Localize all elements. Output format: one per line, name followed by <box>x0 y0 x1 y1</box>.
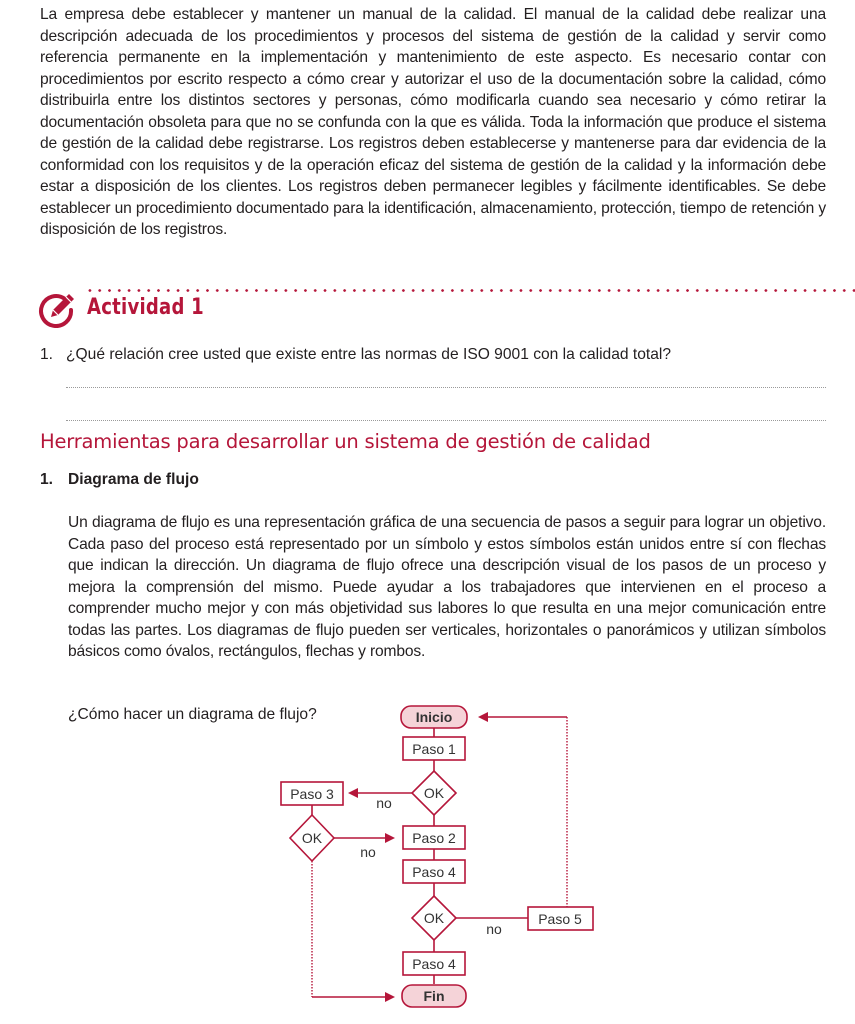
flow-no-label-2: no <box>360 844 376 860</box>
how-to-label: ¿Cómo hacer un diagrama de flujo? <box>68 706 317 723</box>
svg-text:Paso 1: Paso 1 <box>412 741 456 757</box>
flow-step-2 <box>403 826 465 849</box>
flow-decision-1 <box>412 771 456 815</box>
flow-no-label-3: no <box>486 921 502 937</box>
section-title: Herramientas para desarrollar un sistema de gestión de calidad <box>40 430 651 453</box>
svg-text:Paso 4: Paso 4 <box>412 864 456 880</box>
activity-title: Actividad 1 <box>87 295 204 320</box>
subsection-heading: Diagrama de flujo <box>68 471 199 488</box>
flow-step-4a <box>403 860 465 883</box>
subsection-number: 1. <box>40 471 54 488</box>
svg-text:Paso 4: Paso 4 <box>412 956 456 972</box>
svg-text:Paso 3: Paso 3 <box>290 786 334 802</box>
svg-text:Paso 2: Paso 2 <box>412 830 456 846</box>
flow-end-terminal <box>402 985 466 1007</box>
svg-text:Fin: Fin <box>423 988 445 1004</box>
question-text: ¿Qué relación cree usted que existe entre las normas de ISO 9001 con la calidad total? <box>66 346 672 363</box>
svg-text:Paso 5: Paso 5 <box>538 911 582 927</box>
flowchart-paragraph: Un diagrama de flujo es una representación gráfica de una secuencia de pasos a seguir para lograr un objetivo. Cada paso del proceso está representado por un símbolo y estos símbolos están unidos entre sí con flechas que indican la dirección. Un diagrama de flujo ofrece una descripción visual de los pasos de un proceso y mejora la comprensión del mismo. Puede ayudar a los trabajadores que intervienen en el proceso a comprender mucho mejor y con más objetividad sus labores lo que resulta en una mejor comunicación entre todas las partes. Los diagramas de flujo pueden ser verticales, horizontales o panorámicos y utilizan símbolos básicos como óvalos, rectángulos, flechas y rombos. <box>68 514 826 660</box>
flow-decision-2 <box>290 815 334 861</box>
svg-text:OK: OK <box>423 785 445 801</box>
flow-step-4b <box>403 952 465 975</box>
intro-paragraph: La empresa debe establecer y mantener un manual de la calidad. El manual de la calidad debe realizar una descripción adecuada de los procedimientos y procesos del sistema de gestión de la calidad y servir como referencia permanente en la implementación y mantenimiento de este aspecto. Es necesario contar con procedimientos por escrito respecto a cómo crear y autorizar el uso de la documentación sobre la calidad, cómo distribuirla entre los distintos sectores y personas, cómo modificarla cuando sea necesario y cómo retirar la documentación obsoleta para que no se confunda con la que es válida. Toda la información que produce el sistema de gestión de la calidad debe registrarse. Los registros deben establecerse y mantenerse para dar evidencia de la conformidad con los requisitos y de la operación eficaz del sistema de gestión de la calidad y la información debe estar a disposición de los clientes. Los registros deben permanecer legibles y fácilmente identificables. Se debe establecer un procedimiento documentado para la identificación, almacenamiento, protección, tiempo de retención y disposición de los registros. <box>40 6 826 238</box>
svg-text:OK: OK <box>423 910 445 926</box>
question-number: 1. <box>40 346 54 363</box>
svg-text:OK: OK <box>301 830 323 846</box>
flow-step-1 <box>403 737 465 760</box>
flow-step-5 <box>528 907 593 930</box>
flow-no-label-1: no <box>376 795 392 811</box>
svg-text:Inicio: Inicio <box>415 709 453 725</box>
flow-step-3 <box>281 782 343 805</box>
flow-decision-3 <box>412 896 456 940</box>
flow-start-terminal <box>401 706 467 728</box>
